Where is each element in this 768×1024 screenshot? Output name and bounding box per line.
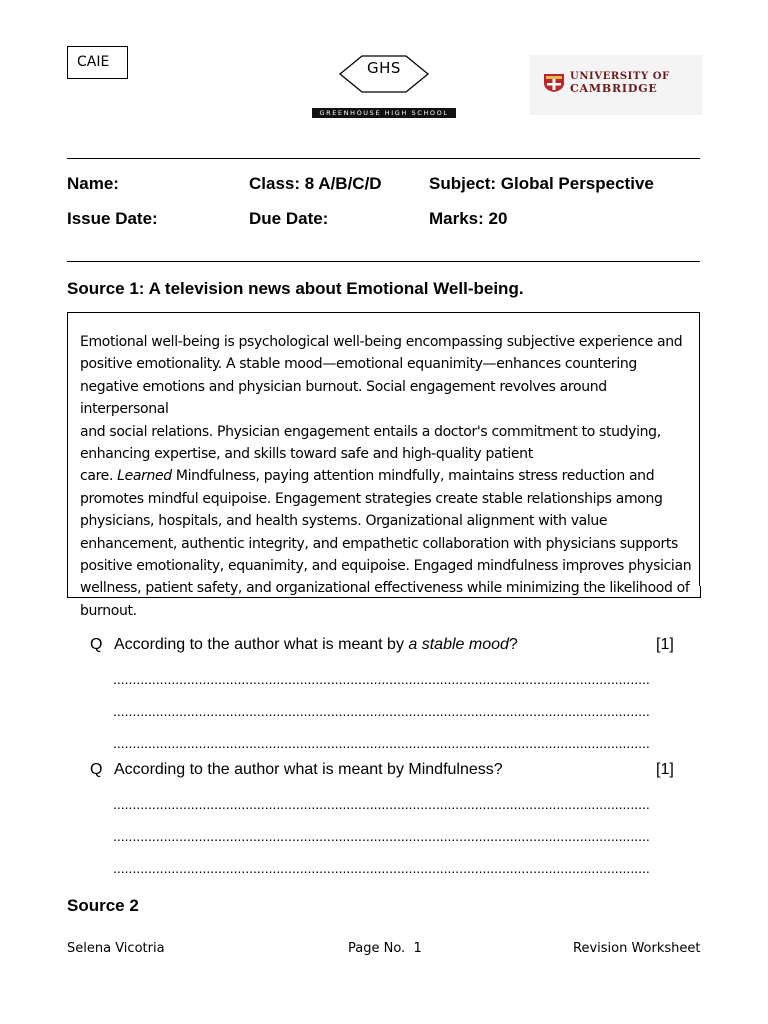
answer-line[interactable]: ..........................................................................................................................................	[113, 861, 650, 875]
question-label: Q	[90, 761, 103, 778]
source1-line: and social relations. Physician engagement entails a doctor's commitment to studying,	[80, 423, 661, 440]
source1-line: physicians, hospitals, and health systems. Organizational alignment with value	[80, 513, 608, 530]
school-name-banner: GREENHOUSE HIGH SCHOOL	[312, 108, 456, 118]
question-marks: [1]	[656, 761, 674, 778]
source1-line: Emotional well-being is psychological well-being encompassing subjective experience and	[80, 334, 683, 350]
answer-line[interactable]: ..........................................................................................................................................	[113, 736, 650, 750]
issue-date-field: Issue Date:	[67, 209, 158, 228]
answer-line[interactable]: ..........................................................................................................................................	[113, 672, 650, 686]
answer-line[interactable]: ..........................................................................................................................................	[113, 829, 650, 843]
question-label: Q	[90, 636, 103, 653]
footer-page-number: Page No. 1	[348, 941, 422, 956]
question-text-part: ?	[508, 636, 518, 653]
university-name-line1: UNIVERSITY OF	[570, 71, 670, 82]
question-text: According to the author what is meant by Mindfulness?	[114, 761, 503, 778]
source1-line: positive emotionality, equanimity, and equipoise. Engaged mindfulness improves physician	[80, 558, 692, 575]
source1-italic-word: Learned	[117, 468, 172, 485]
source1-line: positive emotionality. A stable mood—emotional equanimity—enhances countering	[80, 356, 637, 373]
source1-line: wellness, patient safety, and organizational effectiveness while minimizing the likelihood of	[80, 580, 690, 597]
marks-field: Marks: 20	[429, 209, 508, 228]
question-text-part: According to the author what is meant by	[114, 636, 409, 653]
due-date-field: Due Date:	[249, 209, 329, 228]
source1-line: burnout.	[80, 602, 137, 619]
source2-title: Source 2	[67, 896, 139, 915]
answer-line[interactable]: ..........................................................................................................................................	[113, 704, 650, 718]
university-name-line2: CAMBRIDGE	[570, 82, 658, 95]
answer-line[interactable]: ..........................................................................................................................................	[113, 797, 650, 811]
name-field: Name:	[67, 174, 119, 193]
source1-title: Source 1: A television news about Emotional Well-being.	[67, 279, 524, 298]
source1-line	[80, 465, 695, 487]
footer-doc-type: Revision Worksheet	[573, 941, 701, 956]
university-crest-icon	[543, 73, 565, 93]
divider-bottom	[67, 261, 700, 262]
source1-text-span: Mindfulness, paying attention mindfully, maintains stress reduction and	[171, 468, 655, 485]
source1-line: promotes mindful equipoise. Engagement strategies create stable relationships among	[80, 490, 663, 507]
source1-text-span: care.	[80, 468, 118, 485]
divider-top	[67, 158, 700, 159]
question-text	[114, 636, 518, 654]
source1-line: enhancing expertise, and skills toward safe and high-quality patient	[80, 446, 533, 463]
question-marks: [1]	[656, 636, 674, 653]
question-text-italic: a stable mood	[408, 636, 509, 653]
university-logo	[530, 55, 702, 115]
source1-text	[80, 331, 695, 622]
school-logo-text: GHS	[367, 59, 401, 77]
school-logo	[310, 50, 458, 120]
footer-author: Selena Vicotria	[67, 941, 165, 956]
source1-line: negative emotions and physician burnout. Social engagement revolves around interpersonal	[80, 378, 607, 418]
source1-line: enhancement, authentic integrity, and empathetic collaboration with physicians supports	[80, 535, 678, 552]
subject-field: Subject: Global Perspective	[429, 174, 654, 193]
exam-board-box: CAIE	[67, 46, 128, 79]
source1-box-corner-left	[67, 586, 73, 598]
class-field: Class: 8 A/B/C/D	[249, 174, 382, 193]
